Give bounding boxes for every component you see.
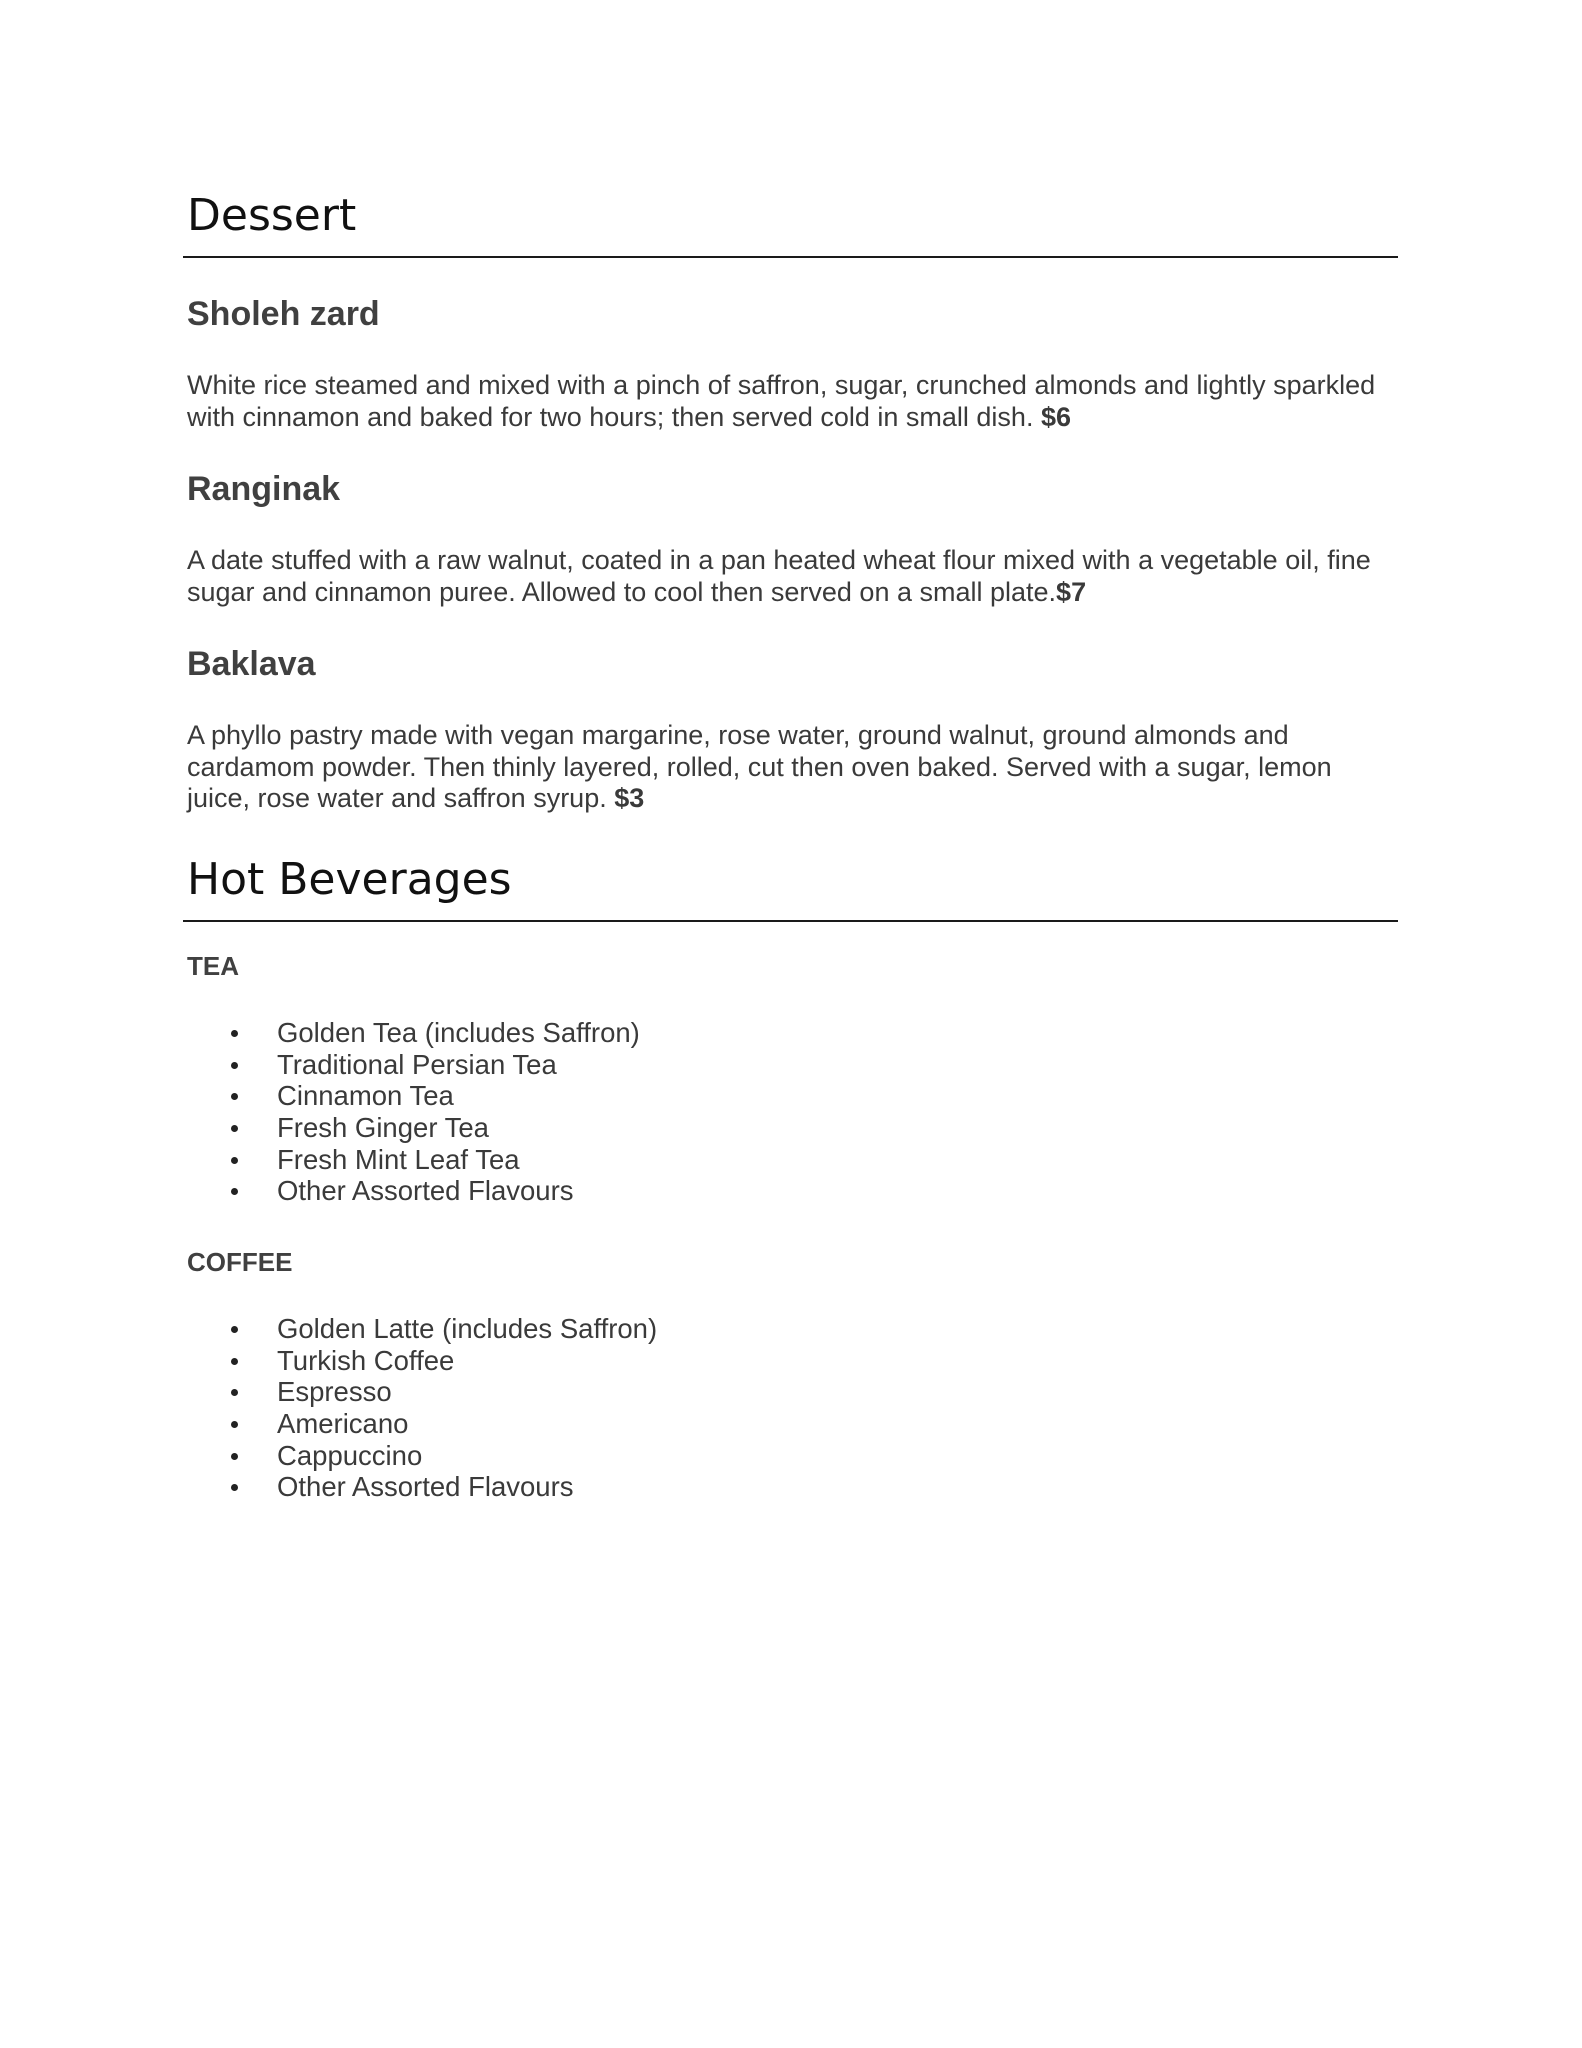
bullet-icon [231,1188,238,1195]
list-item: Cappuccino [231,1440,657,1472]
dish-description-baklava [187,720,1387,815]
dish-description-sholeh-zard [187,370,1387,433]
dish-price: $7 [1056,576,1087,607]
bullet-icon [231,1125,238,1132]
description-line: White rice steamed and mixed with a pinch of saffron, sugar, crunched almonds and lightly sparkled [187,370,1376,400]
description-line: sugar and cinnamon puree. Allowed to cool then served on a small plate. [187,576,1057,607]
list-item: Traditional Persian Tea [231,1049,640,1081]
tea-list [231,1017,640,1207]
dish-price: $6 [1040,401,1072,432]
dish-name-ranginak: Ranginak [187,470,341,508]
list-item: Golden Tea (includes Saffron) [231,1017,640,1049]
description-line: with cinnamon and baked for two hours; then served cold in small dish. [187,401,1041,432]
description-line: A date stuffed with a raw walnut, coated in a pan heated wheat flour mixed with a vegetable oil, fine [187,545,1371,575]
list-item: Espresso [231,1376,657,1408]
list-item: Turkish Coffee [231,1345,657,1377]
bullet-icon [231,1484,238,1491]
list-item: Other Assorted Flavours [231,1471,657,1503]
bullet-icon [231,1421,238,1428]
menu-page [183,0,1398,2048]
list-item: Fresh Ginger Tea [231,1112,640,1144]
coffee-heading: COFFEE [187,1247,293,1277]
dish-price: $3 [614,783,645,813]
list-item: Golden Latte (includes Saffron) [231,1313,657,1345]
dessert-section-title: Dessert [187,190,357,241]
description-line: A phyllo pastry made with vegan margarine, rose water, ground walnut, ground almonds and [187,720,1289,750]
coffee-list [231,1313,657,1503]
hot-beverages-section-title: Hot Beverages [187,854,512,905]
bullet-icon [231,1062,238,1069]
list-item: Americano [231,1408,657,1440]
bullet-icon [231,1157,238,1164]
list-item: Other Assorted Flavours [231,1175,640,1207]
bullet-icon [231,1453,238,1460]
bullet-icon [231,1326,238,1333]
bullet-icon [231,1389,238,1396]
description-line: cardamom powder. Then thinly layered, rolled, cut then oven baked. Served with a sugar, lemon [187,751,1332,782]
bullet-icon [231,1093,238,1100]
dessert-divider [183,256,1398,258]
dish-description-ranginak [187,545,1387,608]
tea-heading: TEA [187,951,239,981]
dish-name-sholeh-zard: Sholeh zard [187,295,380,333]
list-item: Fresh Mint Leaf Tea [231,1144,640,1176]
description-line: juice, rose water and saffron syrup. [187,783,615,813]
hot-beverages-divider [183,920,1398,922]
list-item: Cinnamon Tea [231,1080,640,1112]
dish-name-baklava: Baklava [187,645,316,683]
bullet-icon [231,1030,238,1037]
bullet-icon [231,1358,238,1365]
